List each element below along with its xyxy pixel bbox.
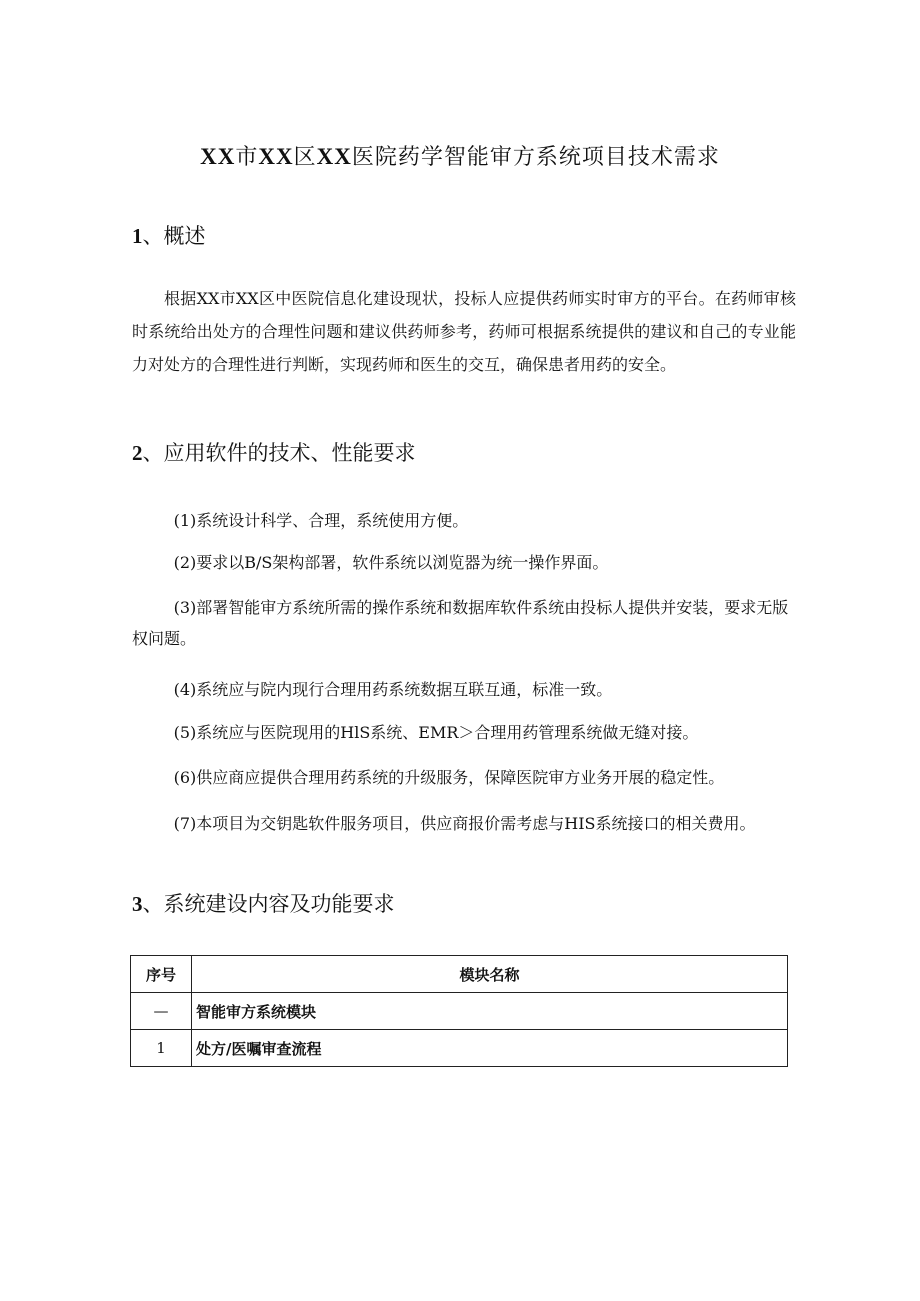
overview-paragraph: 根据XX市XX区中医院信息化建设现状，投标人应提供药师实时审方的平台。在药师审核时系统给出处方的合理性问题和建议供药师参考，药师可根据系统提供的建议和自己的专业能力对处方的合理性进行判断，实现药师和医生的交互，确保患者用药的安全。 <box>132 289 796 374</box>
section-number: 3 <box>132 892 143 916</box>
row-module-name: 处方/医嘱审查流程 <box>192 1030 788 1067</box>
row-number: — <box>131 993 192 1030</box>
section-title: 、概述 <box>142 224 206 248</box>
title-part: 市 <box>235 145 259 170</box>
requirement-item: (6)供应商应提供合理用药系统的升级服务，保障医院审方业务开展的稳定性。 <box>173 768 725 787</box>
requirement-item: (5)系统应与医院现用的HlS系统、EMR＞合理用药管理系统做无缝对接。 <box>173 723 699 742</box>
module-table <box>130 955 788 1067</box>
requirement-item: (2)要求以B/S架构部署，软件系统以浏览器为统一操作界面。 <box>173 553 609 572</box>
table-row <box>131 993 788 1030</box>
section-number: 1 <box>132 224 143 248</box>
title-part: XX <box>200 144 236 169</box>
section-heading-overview <box>132 220 206 250</box>
row-number: 1 <box>131 1030 192 1067</box>
requirement-item: (3)部署智能审方系统所需的操作系统和数据库软件系统由投标人提供并安装，要求无版权问题。 <box>132 598 789 648</box>
table-row <box>131 1030 788 1067</box>
requirement-item: (4)系统应与院内现行合理用药系统数据互联互通，标准一致。 <box>173 680 613 699</box>
table-header-row <box>131 956 788 993</box>
section-heading-requirements <box>132 437 416 467</box>
section-title: 、应用软件的技术、性能要求 <box>142 441 416 465</box>
section-heading-scope <box>132 888 395 918</box>
requirement-item: (7)本项目为交钥匙软件服务项目，供应商报价需考虑与HIS系统接口的相关费用。 <box>173 814 756 833</box>
column-header-module-name: 模块名称 <box>192 956 788 993</box>
title-part: XX <box>258 144 294 169</box>
title-part: 医院药学智能审方系统项目技术需求 <box>351 145 720 170</box>
column-header-number: 序号 <box>131 956 192 993</box>
document-title <box>0 140 920 171</box>
row-module-name: 智能审方系统模块 <box>192 993 788 1030</box>
section-title: 、系统建设内容及功能要求 <box>142 892 395 916</box>
title-part: 区 <box>293 145 317 170</box>
requirement-item: (1)系统设计科学、合理，系统使用方便。 <box>173 511 469 530</box>
title-part: XX <box>316 144 352 169</box>
section-number: 2 <box>132 441 143 465</box>
